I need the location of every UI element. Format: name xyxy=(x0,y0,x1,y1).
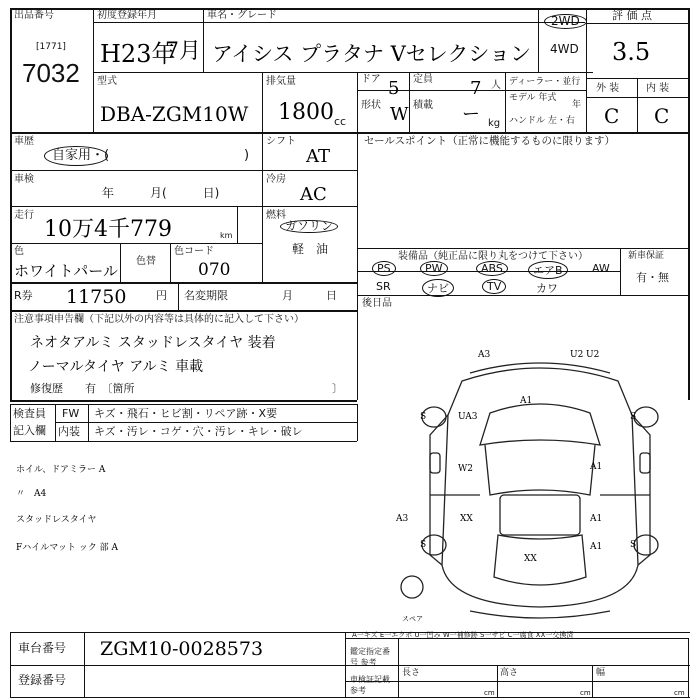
equip-pw: PW xyxy=(420,261,448,276)
shape-label: 形状 xyxy=(361,100,381,111)
car-damage-diagram xyxy=(390,345,690,625)
lot-sub: [1771] xyxy=(36,42,66,52)
repair-close: 〕 xyxy=(332,382,343,395)
color-code-label: 色コード xyxy=(174,246,214,257)
equipment-header: 装備品（純正品に限り丸をつけて下さい） xyxy=(398,251,588,262)
equip-navi: ナビ xyxy=(422,279,454,297)
usage-close: ) xyxy=(244,148,250,163)
ac-label: 冷房 xyxy=(266,174,286,185)
first-reg-year: H23年 xyxy=(100,40,176,68)
mileage-unit: km xyxy=(220,231,233,240)
sales-point-label: セールスポイント（正常に機能するものに限ります） xyxy=(364,135,616,147)
color-label: 色 xyxy=(14,246,24,257)
door-value: 5 xyxy=(388,78,400,99)
inspection-value: 年 月( 日) xyxy=(102,186,220,200)
mark-s-front-left: S xyxy=(420,412,427,422)
model-value: DBA-ZGM10W xyxy=(100,102,249,126)
first-reg-label: 初度登録年月 xyxy=(97,10,157,21)
name-change-label: 名変期限 xyxy=(184,289,228,302)
color-value: ホワイトパール xyxy=(14,262,118,280)
rear-seat-label: 後日品 xyxy=(362,298,392,309)
mark-a3-front-left: A3 xyxy=(478,350,491,360)
inspector-note-1: ホイル、ドアミラー A xyxy=(16,465,106,475)
mark-s-rear-right: S xyxy=(630,540,637,550)
notes-line1: ネオタアルミ スタッドレスタイヤ 装着 xyxy=(30,335,276,351)
mark-s-rear-left: S xyxy=(420,540,427,550)
mark-u2-front: U2 xyxy=(570,350,584,360)
inspector-note-2: 〃 A4 xyxy=(16,489,47,499)
drive-4wd: 4WD xyxy=(550,42,579,56)
usage-value: 自家用・( xyxy=(52,148,110,163)
usage-label: 車歴 xyxy=(14,136,34,147)
new-car-label: 新車保証 xyxy=(628,251,665,261)
fuel-gasoline: ガソリン xyxy=(280,220,338,233)
cm-1: cm xyxy=(484,689,495,697)
chassis-value: ZGM10-0028573 xyxy=(100,638,264,660)
mark-a1-hood: A1 xyxy=(520,396,533,406)
mileage-value: 10万4千779 xyxy=(44,217,172,242)
displacement-label: 排気量 xyxy=(266,76,296,87)
equip-abs: ABS xyxy=(476,261,508,276)
recycle-unit: 円 xyxy=(156,289,167,302)
notes-label: 注意事項申告欄（下記以外の内容等は具体的に記入して下さい） xyxy=(14,314,304,325)
repair-label: 修復歴 有 〔箇所 xyxy=(30,382,135,395)
car-name-label: 車名・グレード xyxy=(207,10,277,21)
recycle-label: R券 xyxy=(14,289,33,302)
mark-xx-left: XX xyxy=(460,514,473,524)
length-label: 長さ xyxy=(402,668,421,678)
mark-xx-rear: XX xyxy=(524,554,537,564)
drive-2wd: 2WD xyxy=(544,14,587,29)
mark-u2-front-2: U2 xyxy=(586,350,600,360)
interior-inspect-label: 内装 xyxy=(58,425,80,438)
displacement-value: 1800 xyxy=(278,100,334,125)
capacity-label: 定員 xyxy=(413,74,433,85)
equip-ps: PS xyxy=(372,261,396,276)
appraisal-label-1: 鑑定指定番号 参考 xyxy=(350,647,390,667)
mark-a1-right-mid: A1 xyxy=(590,514,603,524)
inspector-label2: 記入欄 xyxy=(13,424,46,437)
displacement-unit: cc xyxy=(334,115,347,128)
mark-ua3: UA3 xyxy=(458,412,478,422)
interior-label: 内 装 xyxy=(646,83,670,94)
handle-label: ハンドル 左・右 xyxy=(509,116,575,126)
lot-label: 出品番号 xyxy=(14,10,54,21)
load-value: ー xyxy=(462,104,480,125)
score-value: 3.5 xyxy=(612,38,651,66)
interior-value: C xyxy=(654,104,670,128)
name-change-value: 月 日 xyxy=(282,289,337,302)
inspector-note-3: スタッドレスタイヤ xyxy=(16,515,97,525)
cm-2: cm xyxy=(580,689,591,697)
spare-label: スペア xyxy=(402,615,423,623)
cm-3: cm xyxy=(674,689,685,697)
color-code-value: 070 xyxy=(198,260,231,280)
equip-leather: カワ xyxy=(536,282,558,295)
mileage-label: 走行 xyxy=(14,210,34,221)
equip-aw: AW xyxy=(592,262,610,275)
capacity-unit: 人 xyxy=(491,80,501,91)
appraisal-label-2: 車検証記載 参考 xyxy=(350,675,390,695)
chassis-label: 車台番号 xyxy=(18,641,67,655)
year-unit: 年 xyxy=(572,100,582,110)
height-label: 高さ xyxy=(500,668,519,678)
model-label: 型式 xyxy=(97,76,117,87)
shift-label: シフト xyxy=(266,136,296,147)
first-reg-month: 7月 xyxy=(165,39,201,64)
shift-value: AT xyxy=(306,146,331,167)
capacity-value: 7 xyxy=(470,78,482,99)
interior-inspect-items: キズ・汚レ・コゲ・穴・汚レ・キレ・破レ xyxy=(94,425,303,438)
color-change-label: 色替 xyxy=(136,256,156,267)
mark-a1-right-front: A1 xyxy=(590,462,603,472)
dealer-label: ディーラー・並行 xyxy=(509,77,581,87)
new-car-value: 有・無 xyxy=(636,271,669,284)
reg-label: 登録番号 xyxy=(18,673,67,687)
notes-line2: ノーマルタイヤ アルミ 車載 xyxy=(28,359,204,375)
inspection-label: 車検 xyxy=(14,174,34,185)
width-label: 幅 xyxy=(596,668,606,678)
exterior-label: 外 装 xyxy=(596,83,620,94)
mark-w2: W2 xyxy=(458,464,473,474)
mark-s-front-right: S xyxy=(630,412,637,422)
fw-label: FW xyxy=(62,407,80,420)
fuel-label: 燃料 xyxy=(266,210,286,221)
legend: A一キズ E一エクボ U一凹み W一補修跡 S一サビ C一腐食 XX一交換済 xyxy=(352,631,574,639)
equip-sr: SR xyxy=(376,280,391,293)
door-label: ドア xyxy=(361,74,381,85)
recycle-value: 11750 xyxy=(66,286,127,308)
mark-a3-side: A3 xyxy=(396,514,409,524)
inspector-note-4: Fハイルマット ック 部 A xyxy=(16,543,118,553)
score-label: 評 価 点 xyxy=(612,9,652,22)
model-year-label: モデル 年式 xyxy=(509,93,557,103)
inspector-label1: 検査員 xyxy=(13,407,46,420)
lot-number: 7032 xyxy=(22,58,80,88)
shape-value: W xyxy=(390,104,409,125)
load-label: 積載 xyxy=(413,100,433,111)
load-unit: kg xyxy=(488,118,501,129)
car-name-value: アイシス プラタナ Vセレクション xyxy=(212,42,531,66)
equip-airbag: エアB xyxy=(528,261,568,279)
ac-value: AC xyxy=(300,184,327,205)
exterior-value: C xyxy=(604,104,620,128)
fw-items: キズ・飛石・ヒビ割・リペア跡・X要 xyxy=(94,407,278,420)
fuel-diesel: 軽 油 xyxy=(292,242,329,256)
equip-tv: TV xyxy=(482,279,506,294)
mark-a1-right-rear: A1 xyxy=(590,542,603,552)
